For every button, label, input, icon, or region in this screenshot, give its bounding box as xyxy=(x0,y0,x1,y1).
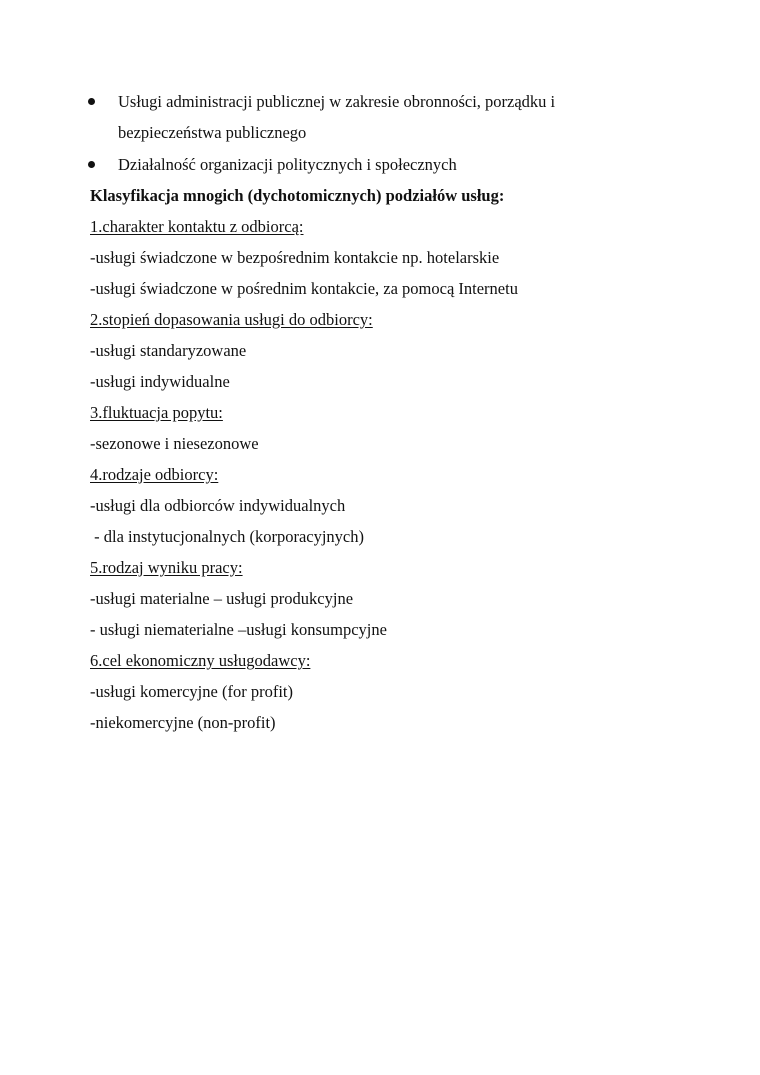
bullet-item-line: bezpieczeństwa publicznego xyxy=(118,123,307,142)
category-title: 4.rodzaje odbiorcy: xyxy=(90,465,219,484)
category-item: -usługi komercyjne (for profit) xyxy=(90,682,293,701)
bullet-item-line: Usługi administracji publicznej w zakresie obronności, porządku i xyxy=(118,92,556,111)
category-item: -niekomercyjne (non-profit) xyxy=(90,713,276,732)
category-item: -usługi standaryzowane xyxy=(90,341,247,360)
category-title: 3.fluktuacja popytu: xyxy=(90,403,223,422)
bullet-dot xyxy=(88,161,95,168)
category-item: -usługi indywidualne xyxy=(90,372,230,391)
category-item: - dla instytucjonalnych (korporacyjnych) xyxy=(90,527,364,546)
bullet-dot xyxy=(88,98,95,105)
category-title: 5.rodzaj wyniku pracy: xyxy=(90,558,243,577)
category-title: 2.stopień dopasowania usługi do odbiorcy: xyxy=(90,310,373,329)
category-item: -usługi świadczone w pośrednim kontakcie, za pomocą Internetu xyxy=(90,279,518,298)
bullet-item-line: Działalność organizacji politycznych i społecznych xyxy=(118,155,457,174)
category-item: -sezonowe i niesezonowe xyxy=(90,434,259,453)
section-heading: Klasyfikacja mnogich (dychotomicznych) podziałów usług: xyxy=(90,186,505,205)
category-title: 1.charakter kontaktu z odbiorcą: xyxy=(90,217,304,236)
category-item: - usługi niematerialne –usługi konsumpcyjne xyxy=(90,620,387,639)
category-item: -usługi świadczone w bezpośrednim kontakcie np. hotelarskie xyxy=(90,248,500,267)
category-item: -usługi dla odbiorców indywidualnych xyxy=(90,496,346,515)
category-title: 6.cel ekonomiczny usługodawcy: xyxy=(90,651,311,670)
category-item: -usługi materialne – usługi produkcyjne xyxy=(90,589,354,608)
